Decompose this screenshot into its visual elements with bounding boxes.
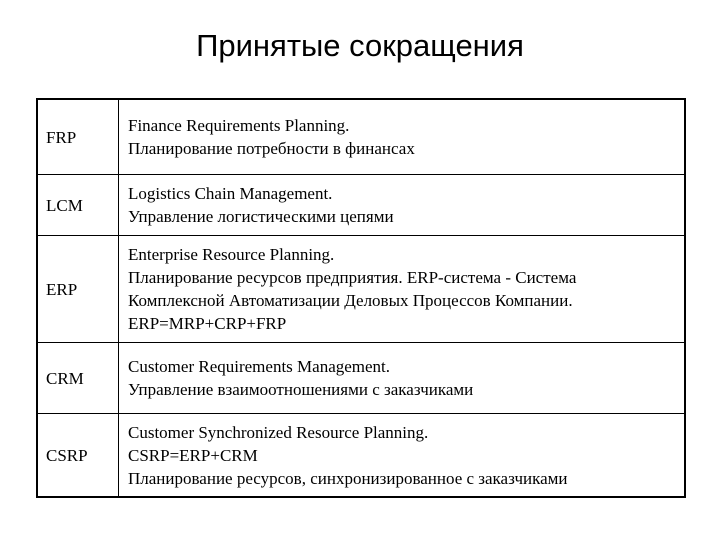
table-row	[37, 414, 685, 498]
table-row	[37, 175, 685, 236]
table-row	[37, 236, 685, 343]
abbreviation-description: Customer Requirements Management. Управление взаимоотношениями с заказчиками	[119, 343, 686, 414]
abbreviation-description: Customer Synchronized Resource Planning. CSRP=ERP+CRM Планирование ресурсов, синхронизированное с заказчиками	[128, 422, 568, 488]
abbreviation-code: CSRP	[37, 414, 119, 498]
table-row	[37, 343, 685, 414]
abbreviation-description: Finance Requirements Planning. Планирование потребности в финансах	[119, 99, 686, 175]
table-row	[37, 99, 685, 175]
abbreviations-table	[36, 98, 686, 498]
abbreviation-description: Enterprise Resource Planning. Планирование ресурсов предприятия. ERP-система - Система Комплексной Автоматизации Деловых Процессов Компании. ERP=MRP+CRP+FRP	[119, 236, 686, 343]
abbreviation-code: LCM	[37, 175, 119, 236]
abbreviation-description: Logistics Chain Management. Управление логистическими цепями	[119, 175, 686, 236]
abbreviation-code: CRM	[37, 343, 119, 414]
abbreviation-code: FRP	[37, 99, 119, 175]
abbreviation-code: ERP	[37, 236, 119, 343]
slide-title: Принятые сокращения	[196, 28, 524, 63]
